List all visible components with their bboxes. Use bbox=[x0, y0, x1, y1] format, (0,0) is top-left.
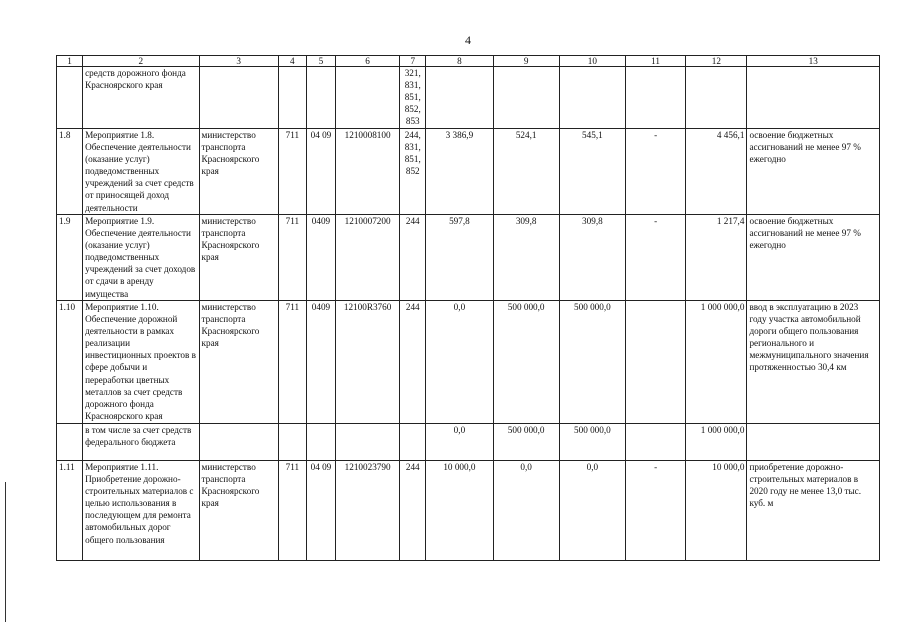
row-number bbox=[57, 424, 83, 461]
target-code: 12100R3760 bbox=[335, 301, 399, 424]
table-row bbox=[57, 129, 880, 215]
value-col11 bbox=[626, 424, 686, 461]
expense-code bbox=[400, 424, 426, 461]
section-code bbox=[306, 67, 335, 129]
column-header: 10 bbox=[559, 56, 625, 67]
value-col8: 0,0 bbox=[426, 301, 493, 424]
row-number bbox=[57, 67, 83, 129]
value-col10: 500 000,0 bbox=[559, 301, 625, 424]
value-total: 10 000,0 bbox=[686, 461, 747, 561]
page-number: 4 bbox=[465, 33, 471, 47]
expected-result: освоение бюджетных ассигнований не менее 97 % ежегодно bbox=[747, 129, 880, 215]
executor bbox=[199, 424, 278, 461]
value-col9: 524,1 bbox=[493, 129, 559, 215]
section-code: 04 09 bbox=[306, 129, 335, 215]
measure-name: средств дорожного фонда Красноярского края bbox=[83, 67, 199, 129]
expected-result bbox=[747, 424, 880, 461]
table-row bbox=[57, 424, 880, 461]
measure-name: Мероприятие 1.8. Обеспечение деятельности (оказание услуг) подведомственных учреждений за счет средств от приносящей доход деятельности bbox=[83, 129, 199, 215]
value-col10: 0,0 bbox=[559, 461, 625, 561]
value-col10 bbox=[559, 67, 625, 129]
grbs-code: 711 bbox=[278, 301, 306, 424]
value-col8: 0,0 bbox=[426, 424, 493, 461]
table-row bbox=[57, 301, 880, 424]
grbs-code bbox=[278, 424, 306, 461]
column-header: 7 bbox=[400, 56, 426, 67]
value-col9 bbox=[493, 67, 559, 129]
column-header: 3 bbox=[199, 56, 278, 67]
expected-result: приобретение дорожно-строительных материалов в 2020 году не менее 13,0 тыс. куб. м bbox=[747, 461, 880, 561]
executor: министерство транспорта Красноярского края bbox=[199, 461, 278, 561]
target-code: 1210008100 bbox=[335, 129, 399, 215]
target-code: 1210023790 bbox=[335, 461, 399, 561]
value-col11: - bbox=[626, 129, 686, 215]
column-header: 8 bbox=[426, 56, 493, 67]
executor: министерство транспорта Красноярского края bbox=[199, 215, 278, 301]
row-number: 1.11 bbox=[57, 461, 83, 561]
column-header: 9 bbox=[493, 56, 559, 67]
column-header: 13 bbox=[747, 56, 880, 67]
expense-code: 244 bbox=[400, 301, 426, 424]
target-code: 1210007200 bbox=[335, 215, 399, 301]
value-col11 bbox=[626, 301, 686, 424]
program-table bbox=[56, 55, 880, 561]
column-header: 5 bbox=[306, 56, 335, 67]
section-code bbox=[306, 424, 335, 461]
row-number: 1.10 bbox=[57, 301, 83, 424]
row-number: 1.8 bbox=[57, 129, 83, 215]
expense-code: 321, 831, 851, 852, 853 bbox=[400, 67, 426, 129]
grbs-code: 711 bbox=[278, 461, 306, 561]
column-header: 6 bbox=[335, 56, 399, 67]
column-header: 4 bbox=[278, 56, 306, 67]
table-row bbox=[57, 215, 880, 301]
value-col11 bbox=[626, 67, 686, 129]
value-col10: 500 000,0 bbox=[559, 424, 625, 461]
expense-code: 244, 831, 851, 852 bbox=[400, 129, 426, 215]
grbs-code: 711 bbox=[278, 215, 306, 301]
expense-code: 244 bbox=[400, 461, 426, 561]
value-col8: 597,8 bbox=[426, 215, 493, 301]
executor: министерство транспорта Красноярского края bbox=[199, 129, 278, 215]
measure-name: Мероприятие 1.11. Приобретение дорожно-строительных материалов с целью использования в последующем для ремонта автомобильных дорог общего пользования bbox=[83, 461, 199, 561]
expected-result bbox=[747, 67, 880, 129]
value-col9: 0,0 bbox=[493, 461, 559, 561]
value-col8: 10 000,0 bbox=[426, 461, 493, 561]
value-col9: 500 000,0 bbox=[493, 301, 559, 424]
column-header: 1 bbox=[57, 56, 83, 67]
value-col8 bbox=[426, 67, 493, 129]
value-total: 4 456,1 bbox=[686, 129, 747, 215]
value-col9: 500 000,0 bbox=[493, 424, 559, 461]
executor bbox=[199, 67, 278, 129]
value-col10: 545,1 bbox=[559, 129, 625, 215]
grbs-code: 711 bbox=[278, 129, 306, 215]
scan-margin-line bbox=[5, 482, 6, 622]
column-header: 11 bbox=[626, 56, 686, 67]
value-col11: - bbox=[626, 215, 686, 301]
section-code: 0409 bbox=[306, 301, 335, 424]
measure-name: Мероприятие 1.10. Обеспечение дорожной деятельности в рамках реализации инвестиционных проектов в сфере добычи и переработки цветных металлов за счет средств дорожного фонда Красноярского края bbox=[83, 301, 199, 424]
column-header: 2 bbox=[83, 56, 199, 67]
expected-result: освоение бюджетных ассигнований не менее 97 % ежегодно bbox=[747, 215, 880, 301]
value-col10: 309,8 bbox=[559, 215, 625, 301]
value-total bbox=[686, 67, 747, 129]
value-col9: 309,8 bbox=[493, 215, 559, 301]
section-code: 04 09 bbox=[306, 461, 335, 561]
value-total: 1 000 000,0 bbox=[686, 424, 747, 461]
value-total: 1 000 000,0 bbox=[686, 301, 747, 424]
executor: министерство транспорта Красноярского края bbox=[199, 301, 278, 424]
header-row bbox=[57, 56, 880, 67]
expense-code: 244 bbox=[400, 215, 426, 301]
measure-name: в том числе за счет средств федерального бюджета bbox=[83, 424, 199, 461]
value-col11: - bbox=[626, 461, 686, 561]
grbs-code bbox=[278, 67, 306, 129]
table-row bbox=[57, 67, 880, 129]
table-row bbox=[57, 461, 880, 561]
expected-result: ввод в эксплуатацию в 2023 году участка автомобильной дороги общего пользования регионального и межмуниципального значения протяженностью 30,4 км bbox=[747, 301, 880, 424]
target-code bbox=[335, 424, 399, 461]
value-col8: 3 386,9 bbox=[426, 129, 493, 215]
target-code bbox=[335, 67, 399, 129]
column-header: 12 bbox=[686, 56, 747, 67]
value-total: 1 217,4 bbox=[686, 215, 747, 301]
section-code: 0409 bbox=[306, 215, 335, 301]
row-number: 1.9 bbox=[57, 215, 83, 301]
measure-name: Мероприятие 1.9. Обеспечение деятельности (оказание услуг) подведомственных учреждений за счет доходов от сдачи в аренду имущества bbox=[83, 215, 199, 301]
